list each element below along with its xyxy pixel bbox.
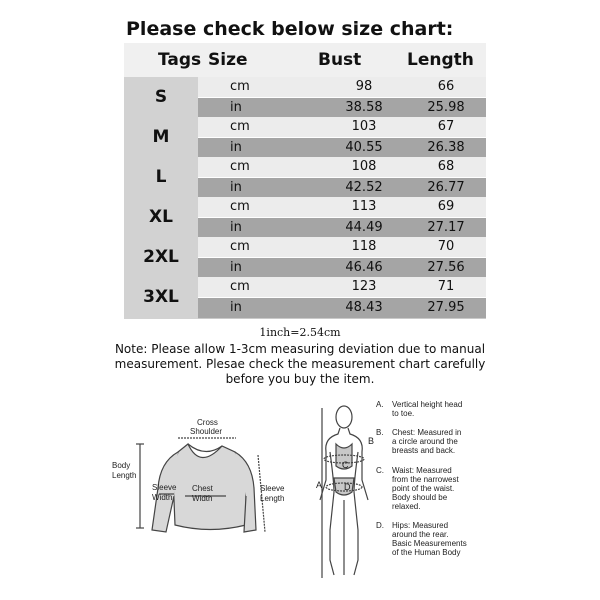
legend-text: of the Human Body [392,548,461,557]
marker-c: C [342,460,349,470]
length-cell: 68 [437,159,455,174]
legend-text: Waist: Measured [392,466,452,475]
unit-cell: in [230,100,242,115]
bust-cell: 46.46 [345,260,383,275]
legend-text: a circle around the [392,437,458,446]
header-length: Length [407,50,474,70]
unit-cell: cm [230,279,250,294]
legend-text: C. [376,466,384,475]
header-tags: Tags [158,50,202,70]
legend-text: D. [376,521,384,530]
legend-text: relaxed. [392,502,421,511]
length-cell: 27.17 [427,220,465,235]
legend-text: Body should be [392,493,448,502]
bust-cell: 108 [351,159,377,174]
chest-width-label: Chest [192,484,213,493]
bust-cell: 98 [355,79,373,94]
unit-cell: cm [230,159,250,174]
legend-text: Chest: Measured in [392,428,462,437]
bust-cell: 103 [351,119,377,134]
length-cell: 25.98 [427,100,465,115]
marker-a: A [316,480,323,490]
legend-text: Hips: Measured [392,521,449,530]
sleeve-width-label: Sleeve [152,483,177,492]
length-cell: 71 [437,279,455,294]
legend-text: Vertical height head [392,400,463,409]
legend-text: breasts and back. [392,446,456,455]
bust-cell: 44.49 [345,220,383,235]
chest-width-label: Width [192,494,213,503]
legend-text: point of the waist. [392,484,455,493]
cross-shoulder-label: Cross [197,418,218,427]
unit-cell: cm [230,239,250,254]
body-length-label: Length [112,471,137,480]
unit-cell: cm [230,119,250,134]
note-line: Note: Please allow 1-3cm measuring deviation due to manual [114,342,486,356]
length-cell: 27.56 [427,260,465,275]
shirt-left-sleeve [152,452,178,532]
length-cell: 69 [437,199,455,214]
body-figure [320,406,368,578]
body-length-label: Body [112,461,131,470]
size-tag: XL [149,207,173,227]
page-title: Please check below size chart: [126,18,454,40]
length-cell: 27.95 [427,300,465,315]
conversion-note: 1inch=2.54cm [259,326,341,339]
marker-d: D [344,482,351,492]
legend-text: from the narrowest [392,475,459,484]
header-size: Size [208,50,248,70]
sleeve-length-label: Sleeve [260,484,285,493]
unit-cell: in [230,220,242,235]
length-cell: 26.38 [427,140,465,155]
unit-cell: in [230,180,242,195]
bust-cell: 123 [351,279,377,294]
bust-cell: 48.43 [345,300,383,315]
length-cell: 66 [437,79,455,94]
legend-text: B. [376,428,384,437]
unit-cell: in [230,140,242,155]
size-tag: S [154,87,168,107]
size-tag: 3XL [143,287,179,307]
sleeve-width-label: Width [152,493,173,502]
size-tag: 2XL [143,247,179,267]
bust-cell: 38.58 [345,100,383,115]
legend-text: A. [376,400,384,409]
length-cell: 67 [437,119,455,134]
bust-cell: 118 [351,239,377,254]
legend-text: Basic Measurements [392,539,467,548]
unit-cell: in [230,300,242,315]
unit-cell: cm [230,199,250,214]
size-tag: M [152,127,170,147]
legend-text: around the rear. [392,530,449,539]
header-bust: Bust [318,50,362,70]
cross-shoulder-label: Shoulder [190,427,223,436]
note-line: before you buy the item. [225,372,375,386]
length-cell: 26.77 [427,180,465,195]
bust-cell: 40.55 [345,140,383,155]
body-legend [376,400,467,557]
bust-cell: 42.52 [345,180,383,195]
sleeve-length-label: Length [260,494,285,503]
unit-cell: cm [230,79,250,94]
length-cell: 70 [437,239,455,254]
size-tag: L [155,167,167,187]
unit-cell: in [230,260,242,275]
marker-b: B [368,436,375,446]
legend-text: to toe. [392,409,415,418]
note-line: measurement. Plesae check the measurement chart carefully [114,357,486,371]
bust-cell: 113 [351,199,377,214]
